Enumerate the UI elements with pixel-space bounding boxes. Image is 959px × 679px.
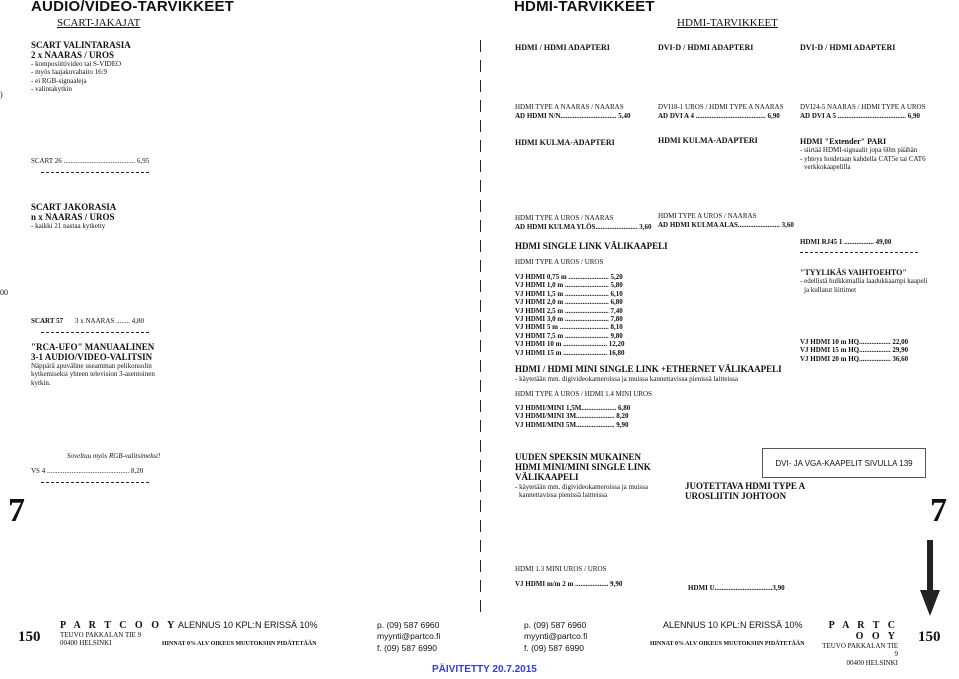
edge-mark-1: ) xyxy=(0,90,3,99)
discount-right: ALENNUS 10 KPL:N ERISSÄ 10% xyxy=(663,620,803,630)
email-link[interactable]: myynti@partco.fi xyxy=(377,631,441,642)
divider-bar xyxy=(480,540,481,552)
kulma-price-2: AD HDMI KULMA ALAS........................ 3,60 xyxy=(658,221,794,229)
tyylikas-block xyxy=(800,268,928,294)
dashed-divider xyxy=(41,172,149,173)
adapter-price-2: AD DVI A 4 ........................................ 6,90 xyxy=(658,112,780,120)
contact-right xyxy=(524,620,587,654)
contact-left xyxy=(377,620,440,654)
price-code: SCART 57 xyxy=(31,317,64,325)
divider-bar xyxy=(480,420,481,432)
fax: f. (09) 587 6990 xyxy=(524,642,585,653)
divider-bar xyxy=(480,280,481,292)
price-item: VJ HDMI 5 m ............................ 8,10 xyxy=(515,323,623,332)
divider-bar xyxy=(480,80,481,92)
section-number-left: 7 xyxy=(8,492,25,529)
section-number-right: 7 xyxy=(930,492,947,529)
divider-bar xyxy=(480,180,481,192)
divider-bar xyxy=(480,100,481,112)
desc-line: verkkokaapelilla xyxy=(804,162,851,171)
right-page-subtitle: HDMI-TARVIKKEET xyxy=(677,17,778,29)
divider-bar xyxy=(480,460,481,472)
divider-bar xyxy=(480,380,481,392)
divider-bar xyxy=(480,200,481,212)
block-heading-2: n x NAARAS / UROS xyxy=(31,212,115,222)
company-street: TEUVO PAKKALAN TIE 9 xyxy=(822,642,898,659)
uuden-heading: VÄLIKAAPELI xyxy=(515,471,579,482)
mini-link-list xyxy=(515,404,630,429)
company-city: 00400 HELSINKI xyxy=(60,639,112,648)
company-street: TEUVO PAKKALAN TIE 9 xyxy=(60,631,142,639)
uuden-heading: HDMI MINI/MINI SINGLE LINK xyxy=(515,461,651,472)
price-item: VJ HDMI 1,0 m ......................... 5,80 xyxy=(515,281,623,290)
desc-line: kytkin. xyxy=(31,378,51,387)
price-item: VJ HDMI 0,75 m ....................... 5,20 xyxy=(515,273,623,281)
price-item: VJ HDMI 2,5 m ......................... 7,40 xyxy=(515,306,623,315)
email-link[interactable]: myynti@partco.fi xyxy=(524,631,588,642)
divider-bar xyxy=(480,260,481,272)
divider-bar xyxy=(480,240,481,252)
divider-bar xyxy=(480,520,481,532)
fax: f. (09) 587 6990 xyxy=(377,642,438,653)
desc-line: - valintakytkin xyxy=(31,85,73,94)
adapter-price-3: AD DVI A 5 ....................................... 6,90 xyxy=(800,112,920,120)
price-item: VJ HDMI/MINI 1,5M.................... 6,80 xyxy=(515,404,631,412)
uuden-heading: UUDEN SPEKSIN MUKAINEN xyxy=(515,452,642,462)
divider-bar xyxy=(480,300,481,312)
discount-left: ALENNUS 10 KPL:N ERISSÄ 10% xyxy=(178,620,318,630)
price-item: VJ HDMI 1,5 m ......................... 6,10 xyxy=(515,289,623,298)
price-item: VJ HDMI 15 m HQ.................. 29,90 xyxy=(800,346,909,355)
adapter-heading-2: DVI-D / HDMI ADAPTERI xyxy=(658,43,754,52)
divider-bar xyxy=(480,600,481,612)
tax-note-left: HINNAT 0% ALV OIKEUS MUUTOKSIIN PIDÄTETÄÄN xyxy=(162,641,317,647)
desc-line: kytkemiseksi yhteen television 3-asentoinen xyxy=(31,370,155,379)
desc-line: Näppärä apuväline useamman pelikonsolin xyxy=(31,362,152,370)
page-number-left: 150 xyxy=(18,629,41,645)
page-number-right: 150 xyxy=(918,629,941,645)
left-page-subtitle: SCART-JAKAJAT xyxy=(57,17,141,29)
divider-bar xyxy=(480,160,481,172)
down-arrow-icon xyxy=(920,540,940,616)
divider-bar xyxy=(480,60,481,72)
block-heading: SCART VALINTARASIA xyxy=(31,40,131,50)
dvi-vga-reference-box xyxy=(762,448,926,478)
divider-bar xyxy=(480,480,481,492)
divider-bar xyxy=(480,500,481,512)
price-item: VJ HDMI 10 m HQ.................. 22,00 xyxy=(800,338,909,346)
divider-bar xyxy=(480,140,481,152)
extender-price: HDMI RJ45 1 ................. 49,00 xyxy=(800,238,892,246)
scart-jakaja-block xyxy=(31,40,131,94)
price-item: VJ HDMI/MINI 3M...................... 8,20 xyxy=(515,412,629,421)
adapter-desc-3: DVI24-5 NAARAS / HDMI TYPE A UROS xyxy=(800,103,926,111)
uuden-block xyxy=(515,453,651,499)
divider-bar xyxy=(480,120,481,132)
footer-company-right xyxy=(820,620,898,667)
block-heading: "RCA-UFO" MANUAALINEN xyxy=(31,342,155,352)
tax-note-right: HINNAT 0% ALV OIKEUS MUUTOKSIIN PIDÄTETÄÄN xyxy=(650,641,805,647)
single-link-desc: HDMI TYPE A UROS / UROS xyxy=(515,258,604,266)
price-item: VJ HDMI 10 m ......................... 12,20 xyxy=(515,340,625,349)
dashed-divider xyxy=(41,482,149,483)
divider-bar xyxy=(480,220,481,232)
mini-link-heading: HDMI / HDMI MINI SINGLE LINK +ETHERNET VÄLIKAAPELI xyxy=(515,364,782,374)
kulma-price-1: AD HDMI KULMA YLÖS........................ 3,60 xyxy=(515,223,652,231)
price-item: VJ HDMI/MINI 5M...................... 9,90 xyxy=(515,420,629,429)
adapter-desc-2: DVI18-1 UROS / HDMI TYPE A NAARAS xyxy=(658,103,784,111)
price-item: VJ HDMI 7,5 m ......................... 9,80 xyxy=(515,331,623,340)
juotettava-heading: UROSLIITIN JOHTOON xyxy=(685,491,787,501)
mini-link-desc: HDMI TYPE A UROS / HDMI 1.4 MINI UROS xyxy=(515,390,652,398)
rca-ufo-block xyxy=(31,342,155,387)
right-page-title: HDMI-TARVIKKEET xyxy=(514,0,655,15)
desc-line: - edellistä hulkkimallia laadukkaampi kaapeli xyxy=(800,277,928,286)
dashed-divider xyxy=(800,252,918,253)
tyylikas-list xyxy=(800,338,908,363)
left-page-title: AUDIO/VIDEO-TARVIKKEET xyxy=(31,0,235,15)
adapter-heading-1: HDMI / HDMI ADAPTERI xyxy=(515,43,610,52)
desc-line: - myös laajakuvahaito 16:9 xyxy=(31,68,108,77)
dvi-vga-reference-text: DVI- JA VGA-KAAPELIT SIVULLA 139 xyxy=(775,458,913,468)
price-line: 3 x NAARAS ........ 4,80 xyxy=(75,317,145,325)
juotettava-block xyxy=(685,481,805,501)
divider-bar xyxy=(480,320,481,332)
adapter-desc-1: HDMI TYPE A NAARAS / NAARAS xyxy=(515,103,624,111)
mini13-desc: HDMI 1.3 MINI UROS / UROS xyxy=(515,565,607,573)
desc-line: - ei RGB-signaaleja xyxy=(31,76,87,85)
block-heading-2: 3-1 AUDIO/VIDEO-VALITSIN xyxy=(31,352,153,362)
divider-bar xyxy=(480,340,481,352)
phone: p. (09) 587 6960 xyxy=(377,620,440,630)
updated-date: PÄIVITETTY 20.7.2015 xyxy=(432,664,537,675)
kulma-heading-2: HDMI KULMA-ADAPTERI xyxy=(658,136,758,145)
price-item: VJ HDMI 2,0 m ......................... 6,80 xyxy=(515,298,623,307)
block-heading-2: 2 x NAARAS / UROS xyxy=(31,50,115,60)
desc-line: - käytetään mm. digivideokameroissa ja muissa xyxy=(515,482,648,491)
extender-heading: HDMI "Extender" PARI xyxy=(800,137,887,146)
desc-line: - komposiittivideo tai S-VIDEO xyxy=(31,60,122,68)
price-item: VJ HDMI 3,0 m ......................... 7,80 xyxy=(515,314,623,323)
dashed-divider xyxy=(41,332,149,333)
single-link-heading: HDMI SINGLE LINK VÄLIKAAPELI xyxy=(515,241,668,251)
vs4-note: Soveltuu myös RGB-valitsimeksi! xyxy=(67,452,161,460)
extender-block xyxy=(800,137,926,171)
divider-bar xyxy=(480,40,481,52)
price-line: SCART 26 ......................................... 6,95 xyxy=(31,157,150,165)
footer-company-left xyxy=(60,620,177,648)
adapter-price-1: AD HDMI N/N................................ 5,40 xyxy=(515,112,631,120)
block-heading: SCART JAKORASIA xyxy=(31,202,117,212)
divider-bar xyxy=(480,580,481,592)
single-link-list xyxy=(515,273,624,357)
tyylikas-heading: "TYYLIKÄS VAIHTOEHTO" xyxy=(800,268,907,277)
mini-link-sub: - käytetään mm. digivideokameroissa ja muissa kannettavissa pienissä laitteissa xyxy=(515,375,738,383)
divider-bar xyxy=(480,560,481,572)
mini13-price: VJ HDMI m/m 2 m ................... 9,90 xyxy=(515,580,623,588)
price-item: VJ HDMI 20 m HQ.................. 36,60 xyxy=(800,354,909,363)
divider-bar xyxy=(480,360,481,372)
desc-line: - kaikki 21 nastaa kytketty xyxy=(31,222,106,230)
phone: p. (09) 587 6960 xyxy=(524,620,587,630)
desc-line: - siirtää HDMI-signaalit jopa 60m päähän xyxy=(800,146,918,155)
price-item: VJ HDMI 15 m ......................... 16,80 xyxy=(515,348,625,357)
price-line: VS 4 ............................................... 8,20 xyxy=(31,467,144,475)
divider-bar xyxy=(480,400,481,412)
adapter-heading-3: DVI-D / HDMI ADAPTERI xyxy=(800,43,896,52)
desc-line: kannettavissa pienissä laitteissa xyxy=(519,491,608,500)
kulma-heading-1: HDMI KULMA-ADAPTERI xyxy=(515,138,615,147)
juotettava-heading: JUOTETTAVA HDMI TYPE A xyxy=(685,481,806,491)
company-name: P A R T C O O Y xyxy=(60,620,178,631)
desc-line: - yhteys hoidetaan kahdella CAT5e tai CAT6 xyxy=(800,154,926,163)
divider-bar xyxy=(480,440,481,452)
kulma-desc-1: HDMI TYPE A UROS / NAARAS xyxy=(515,214,614,222)
kulma-desc-2: HDMI TYPE A UROS / NAARAS xyxy=(658,212,757,220)
hdmi-u-price: HDMI U.................................3,90 xyxy=(688,584,785,592)
scart-jakorasia-block xyxy=(31,202,116,230)
edge-mark-2: 00 xyxy=(0,288,8,297)
desc-line: ja kullatut liittimet xyxy=(804,285,857,294)
company-city: 00400 HELSINKI xyxy=(846,658,898,667)
company-name: P A R T C O O Y xyxy=(828,620,898,642)
